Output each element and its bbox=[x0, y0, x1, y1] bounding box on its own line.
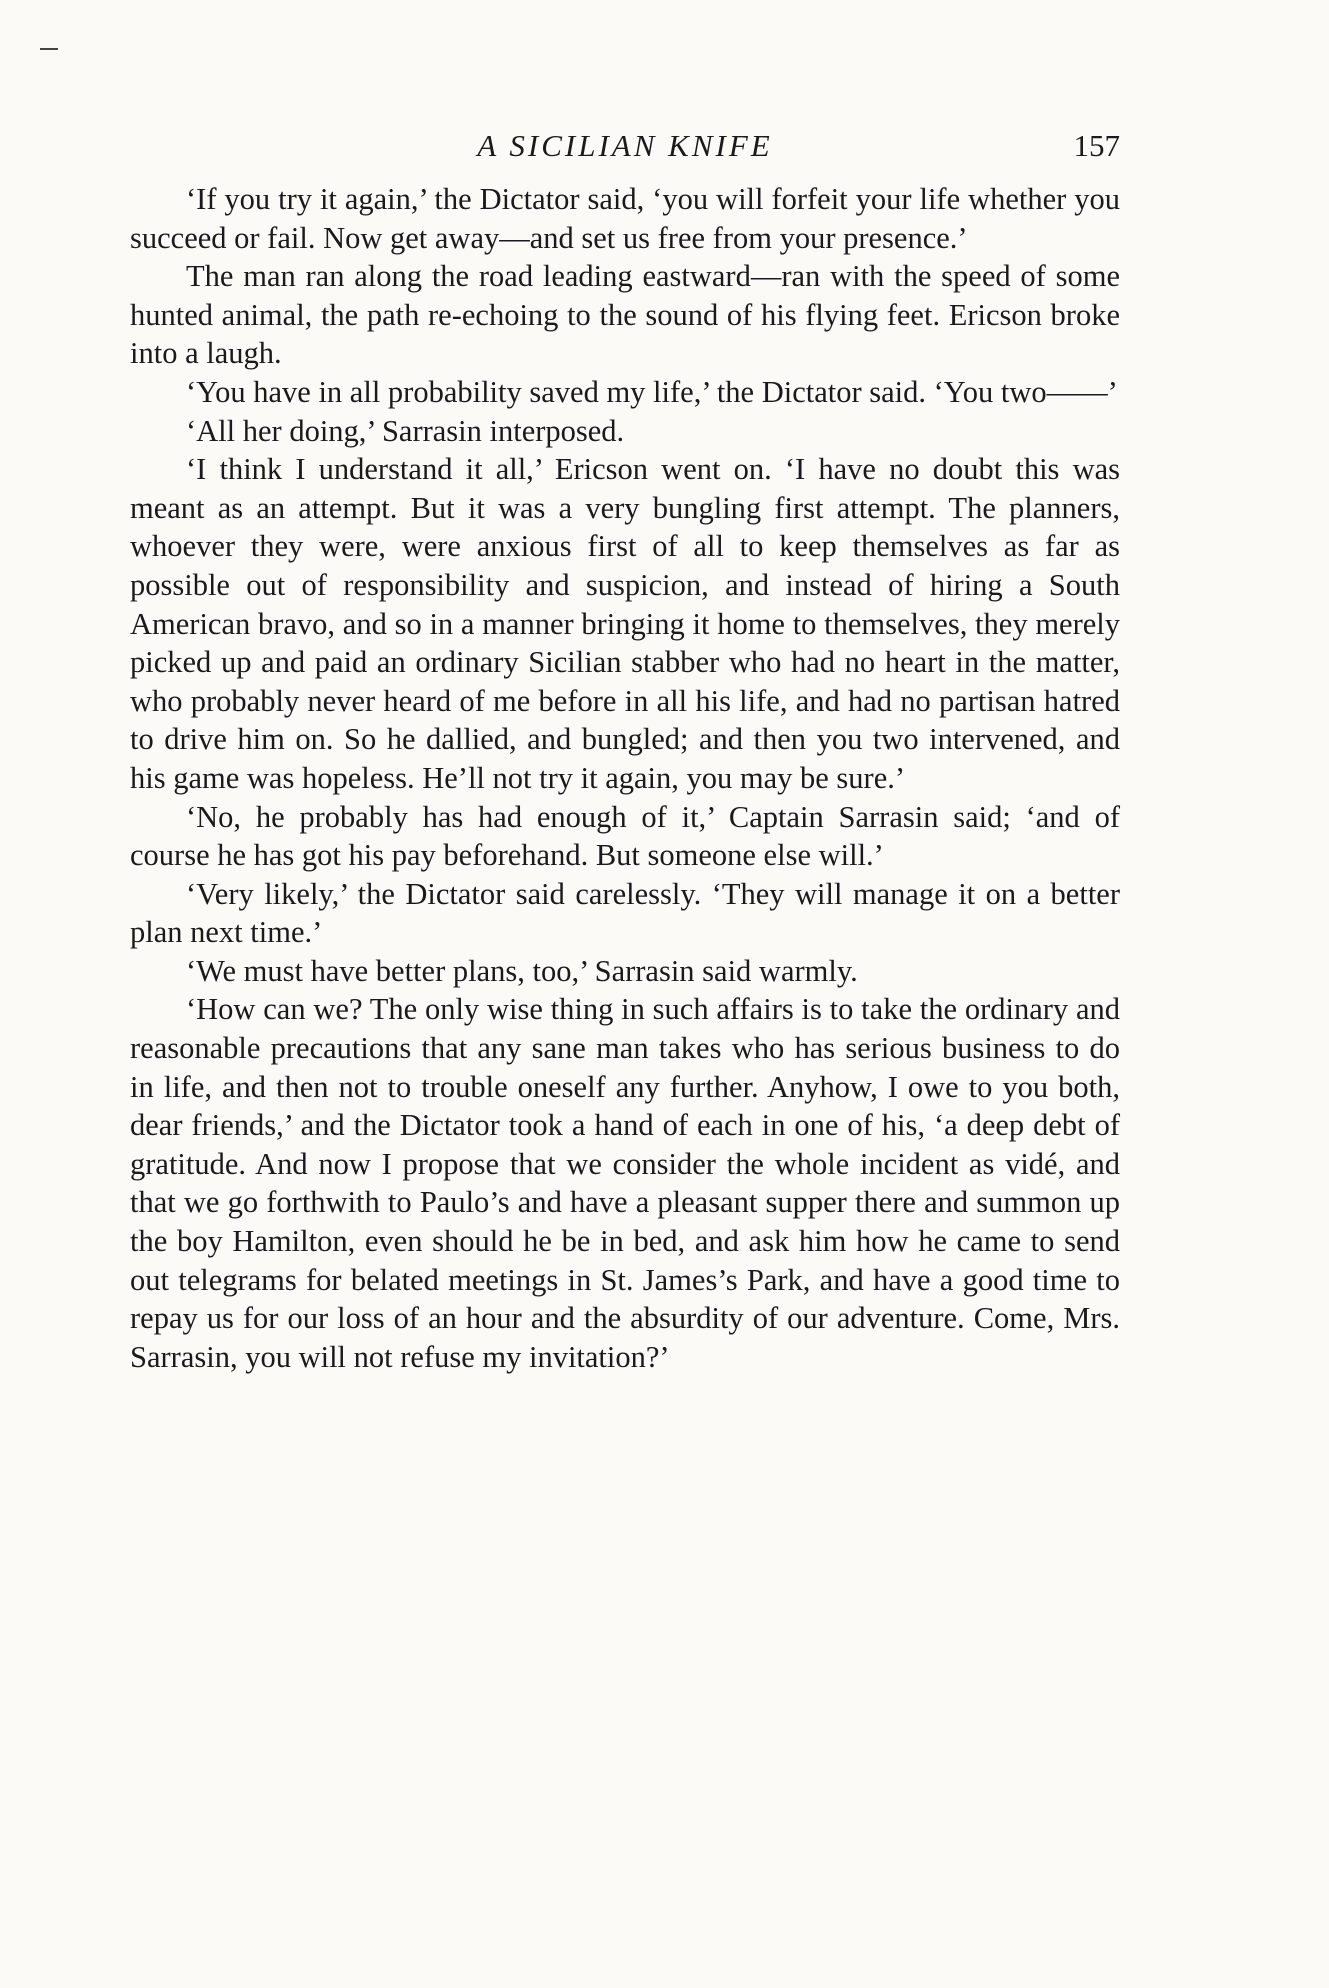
book-page bbox=[130, 128, 1120, 1376]
paragraph: The man ran along the road leading eastward—ran with the speed of some hunted animal, the path re-echoing to the sound of his flying feet. Ericson broke into a laugh. bbox=[130, 259, 1120, 371]
paragraph: ‘You have in all probability saved my life,’ the Dictator said. ‘You two——’ bbox=[186, 374, 1118, 409]
running-title: A SICILIAN KNIFE bbox=[477, 128, 773, 163]
paragraph: ‘How can we? The only wise thing in such affairs is to take the ordinary and reasonable precautions that any sane man takes who has serious business to do in life, and then not to trouble oneself any further. Anyhow, I owe to you both, dear friends,’ and the Dictator took a hand of each in one of his, ‘a deep debt of gratitude. And now I propose that we consider the whole incident as vidé, and that we go forthwith to Paulo’s and have a pleasant supper there and summon up the boy Hamilton, even should he be in bed, and ask him how he came to send out telegrams for belated meetings in St. James’s Park, and have a good time to repay us for our loss of an hour and the absurdity of our adventure. Come, Mrs. Sarrasin, you will not refuse my invitation?’ bbox=[130, 992, 1120, 1374]
page-header bbox=[130, 128, 1120, 172]
paragraph: ‘All her doing,’ Sarrasin interposed. bbox=[186, 413, 625, 448]
page-number: 157 bbox=[1073, 128, 1120, 163]
paragraph: ‘No, he probably has had enough of it,’ Captain Sarrasin said; ‘and of course he has got his pay beforehand. But someone else will.’ bbox=[130, 799, 1120, 873]
scan-mark-top-left bbox=[40, 48, 58, 50]
paragraph: ‘We must have better plans, too,’ Sarrasin said warmly. bbox=[186, 953, 858, 988]
paragraph: ‘I think I understand it all,’ Ericson went on. ‘I have no doubt this was meant as an attempt. But it was a very bungling first attempt. The planners, whoever they were, were anxious first of all to keep themselves as far as possible out of responsibility and suspicion, and instead of hiring a South American bravo, and so in a manner bringing it home to themselves, they merely picked up and paid an ordinary Sicilian stabber who had no heart in the matter, who probably never heard of me before in all his life, and had no partisan hatred to drive him on. So he dallied, and bungled; and then you two intervened, and his game was hopeless. He’ll not try it again, you may be sure.’ bbox=[130, 452, 1120, 795]
paragraph: ‘If you try it again,’ the Dictator said, ‘you will forfeit your life whether you succeed or fail. Now get away—and set us free from your presence.’ bbox=[130, 182, 1120, 255]
paragraph: ‘Very likely,’ the Dictator said carelessly. ‘They will manage it on a better plan next time.’ bbox=[130, 876, 1120, 950]
body-text bbox=[130, 180, 1120, 1376]
